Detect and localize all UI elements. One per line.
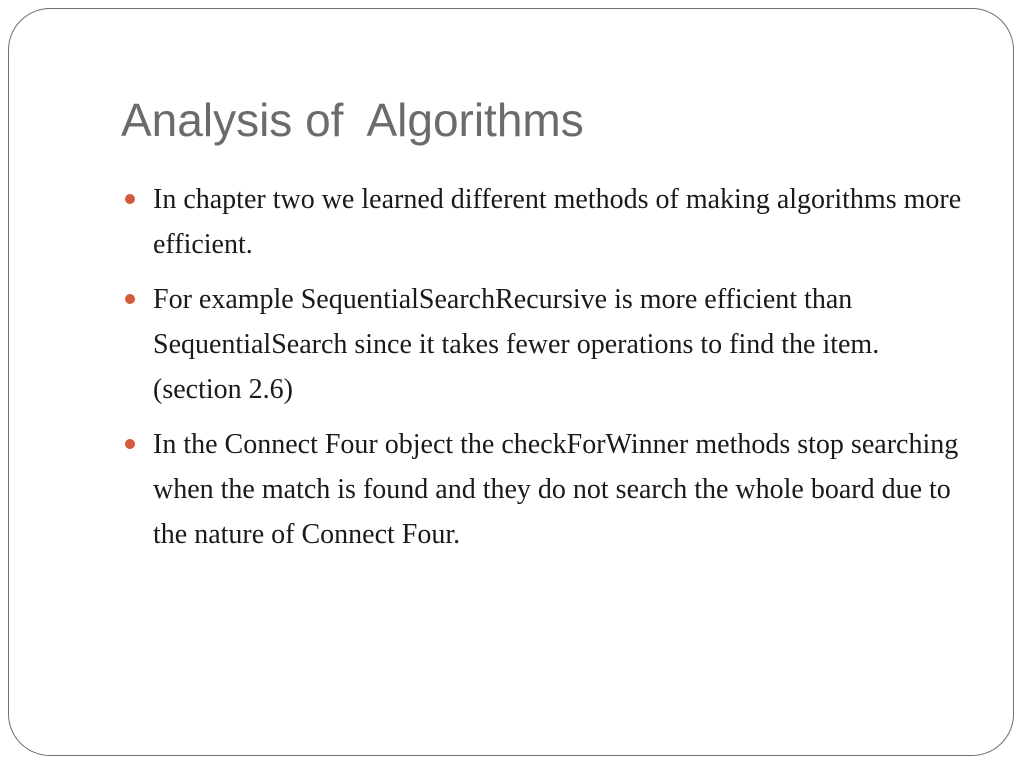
bullet-text: In the Connect Four object the checkForWinner methods stop searching when the match is found and they do not search the whole board due to the nature of Connect Four. bbox=[153, 429, 959, 550]
bullet-text: For example SequentialSearchRecursive is more efficient than SequentialSearch since it takes fewer operations to find the item. (section 2.6) bbox=[153, 284, 880, 405]
slide-frame bbox=[8, 8, 1014, 756]
bullet-item bbox=[153, 422, 973, 557]
bullet-dot-icon bbox=[125, 194, 135, 204]
slide-title: Analysis of Algorithms bbox=[121, 94, 584, 146]
bullet-dot-icon bbox=[125, 294, 135, 304]
bullet-list bbox=[153, 177, 973, 567]
bullet-dot-icon bbox=[125, 439, 135, 449]
bullet-item bbox=[153, 277, 973, 412]
bullet-text: In chapter two we learned different methods of making algorithms more efficient. bbox=[153, 184, 962, 260]
bullet-item bbox=[153, 177, 973, 267]
